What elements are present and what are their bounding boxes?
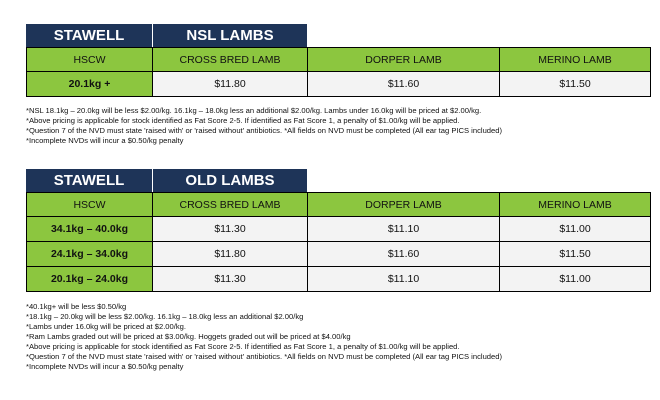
cross-bred-price-cell: $11.30 [153,217,308,242]
nsl-tab-row [26,24,650,47]
table-row [27,242,651,267]
old-tab-row [26,169,650,192]
dorper-price-cell: $11.60 [308,72,500,97]
old-header-hscw: HSCW [27,193,153,217]
note-line: *Question 7 of the NVD must state 'raised with' or 'raised without' antibiotics. *All fields on NVD must be completed (All ear tag PICS included) [26,126,502,135]
weight-range-cell: 24.1kg – 34.0kg [27,242,153,267]
merino-price-cell: $11.50 [500,242,651,267]
merino-price-cell: $11.00 [500,267,651,292]
note-line: *Lambs under 16.0kg will be priced at $2.00/kg. [26,322,186,331]
nsl-location-tab: STAWELL [26,24,152,47]
nsl-price-table [26,47,651,97]
nsl-header-dorper: DORPER LAMB [308,48,500,72]
note-line: *Above pricing is applicable for stock identified as Fat Score 2-5. If identified as Fat Score 1, a penalty of $1.00/kg will be applied. [26,116,460,125]
old-location-tab: STAWELL [26,169,152,192]
nsl-header-merino: MERINO LAMB [500,48,651,72]
note-line: *Incomplete NVDs will incur a $0.50/kg penalty [26,362,184,371]
note-line: *18.1kg – 20.0kg will be less $2.00/kg. 16.1kg – 18.0kg less an additional $2.00/kg [26,312,304,321]
weight-range-cell: 20.1kg + [27,72,153,97]
nsl-header-row [27,48,651,72]
old-header-row [27,193,651,217]
nsl-header-cross-bred: CROSS BRED LAMB [153,48,308,72]
weight-range-cell: 20.1kg – 24.0kg [27,267,153,292]
merino-price-cell: $11.00 [500,217,651,242]
note-line: *NSL 18.1kg – 20.0kg will be less $2.00/kg. 16.1kg – 18.0kg less an additional $2.00/kg. Lambs under 16.0kg will be priced at $2.00/kg. [26,106,482,115]
note-line: *Above pricing is applicable for stock identified as Fat Score 2-5. If identified as Fat Score 1, a penalty of $1.00/kg will be applied. [26,342,460,351]
dorper-price-cell: $11.10 [308,217,500,242]
note-line: *40.1kg+ will be less $0.50/kg [26,302,127,311]
old-header-merino: MERINO LAMB [500,193,651,217]
nsl-category-tab: NSL LAMBS [153,24,307,47]
cross-bred-price-cell: $11.80 [153,242,308,267]
merino-price-cell: $11.50 [500,72,651,97]
old-price-table [26,192,651,292]
cross-bred-price-cell: $11.80 [153,72,308,97]
nsl-lambs-section [26,24,650,97]
old-category-tab: OLD LAMBS [153,169,307,192]
note-line: *Question 7 of the NVD must state 'raised with' or 'raised without' antibiotics. *All fields on NVD must be completed (All ear tag PICS included) [26,352,502,361]
note-line: *Incomplete NVDs will incur a $0.50/kg penalty [26,136,184,145]
nsl-notes [26,106,646,146]
note-line: *Ram Lambs graded out will be priced at $3.00/kg. Hoggets graded out will be priced at $4.00/kg [26,332,351,341]
dorper-price-cell: $11.60 [308,242,500,267]
table-row [27,217,651,242]
table-row [27,72,651,97]
dorper-price-cell: $11.10 [308,267,500,292]
old-header-cross-bred: CROSS BRED LAMB [153,193,308,217]
nsl-header-hscw: HSCW [27,48,153,72]
cross-bred-price-cell: $11.30 [153,267,308,292]
weight-range-cell: 34.1kg – 40.0kg [27,217,153,242]
old-notes [26,302,646,372]
old-header-dorper: DORPER LAMB [308,193,500,217]
table-row [27,267,651,292]
old-lambs-section [26,169,650,292]
